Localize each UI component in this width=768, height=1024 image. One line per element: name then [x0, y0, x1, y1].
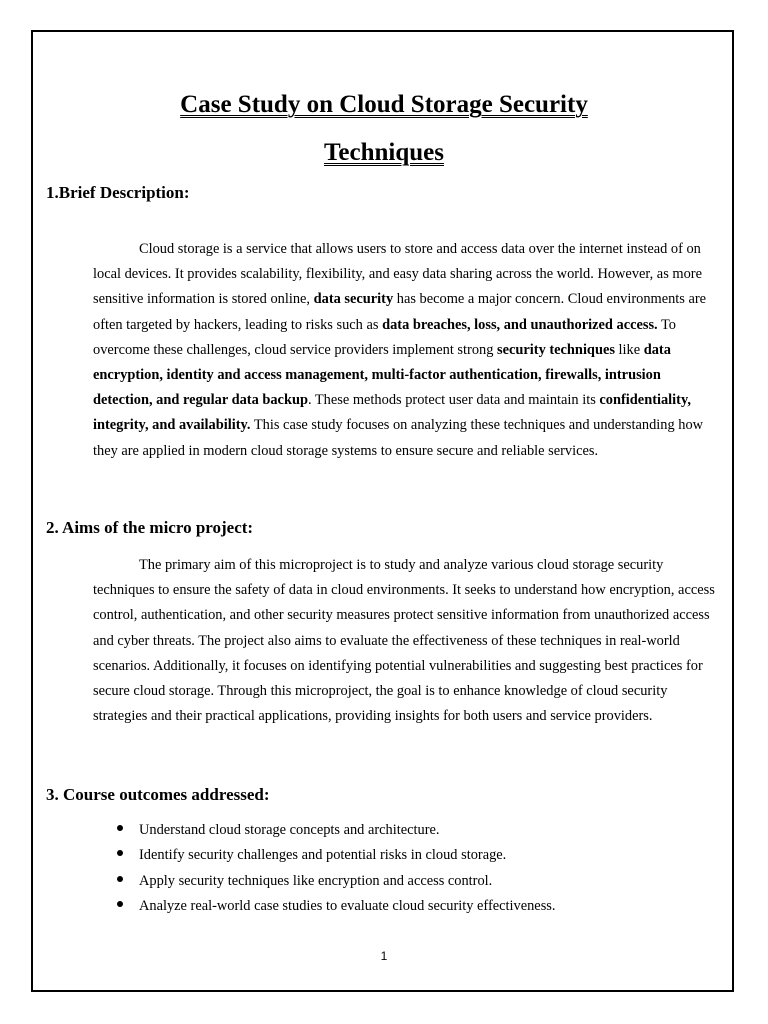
bullet-icon: [117, 876, 123, 882]
bold-text-run: data breaches, loss, and unauthorized access.: [382, 316, 658, 333]
document-title-line-2: Techniques: [324, 139, 444, 166]
section-heading-course-outcomes: 3. Course outcomes addressed:: [46, 785, 270, 804]
list-item: [117, 819, 556, 844]
section-heading-brief-description: 1.Brief Description:: [46, 183, 190, 202]
list-item-text: Apply security techniques like encryption and access control.: [139, 872, 493, 889]
section-heading-aims: 2. Aims of the micro project:: [46, 518, 254, 537]
bold-text-run: data security: [313, 291, 394, 308]
list-item-text: Analyze real-world case studies to evaluate cloud security effectiveness.: [139, 897, 556, 914]
document-title-line-1: Case Study on Cloud Storage Security: [180, 91, 588, 118]
bullet-icon: [117, 850, 123, 856]
bold-text-run: security techniques: [497, 341, 615, 358]
text-run: To overcome these challenges, cloud service providers implement strong: [93, 316, 676, 358]
aims-paragraph: The primary aim of this microproject is to study and analyze various cloud storage security techniques to ensure the safety of data in cloud environments. It seeks to understand how encryption, access control, authentication, and other security measures protect sensitive information from unauthorized access and cyber threats. The project also aims to evaluate the effectiveness of these techniques in real-world scenarios. Additionally, it focuses on identifying potential vulnerabilities and suggesting best practices for secure cloud storage. Through this microproject, the goal is to enhance knowledge of cloud security strategies and their practical applications, providing insights for both users and service providers.: [93, 557, 715, 725]
bullet-icon: [117, 901, 123, 907]
bold-text-run: confidentiality, integrity, and availability.: [93, 392, 691, 434]
list-item-text: Identify security challenges and potential risks in cloud storage.: [139, 847, 507, 864]
text-run: This case study focuses on analyzing these techniques and understanding how they are applied in modern cloud storage systems to ensure secure and reliable services.: [93, 417, 704, 459]
brief-description-paragraph: [93, 237, 719, 464]
text-run: Cloud storage is a service that allows users to store and access data over the internet instead of on local devices. It provides scalability, flexibility, and easy data sharing across the world. However, as more sensitive information is stored online,: [93, 241, 702, 308]
list-item: [117, 844, 556, 869]
text-run: . These methods protect user data and maintain its: [307, 392, 600, 409]
list-item-text: Understand cloud storage concepts and architecture.: [139, 822, 440, 838]
page-number: 1: [380, 949, 388, 963]
list-item: [117, 870, 556, 895]
list-item: [117, 895, 556, 920]
course-outcomes-list: [117, 819, 556, 920]
text-run: like: [614, 341, 644, 358]
bold-text-run: data encryption, identity and access management, multi-factor authentication, firewalls, intrusion detection, and regular data backup: [93, 341, 671, 409]
bullet-icon: [117, 825, 123, 831]
text-run: has become a major concern. Cloud environments are often targeted by hackers, leading to risks such as: [93, 291, 707, 333]
